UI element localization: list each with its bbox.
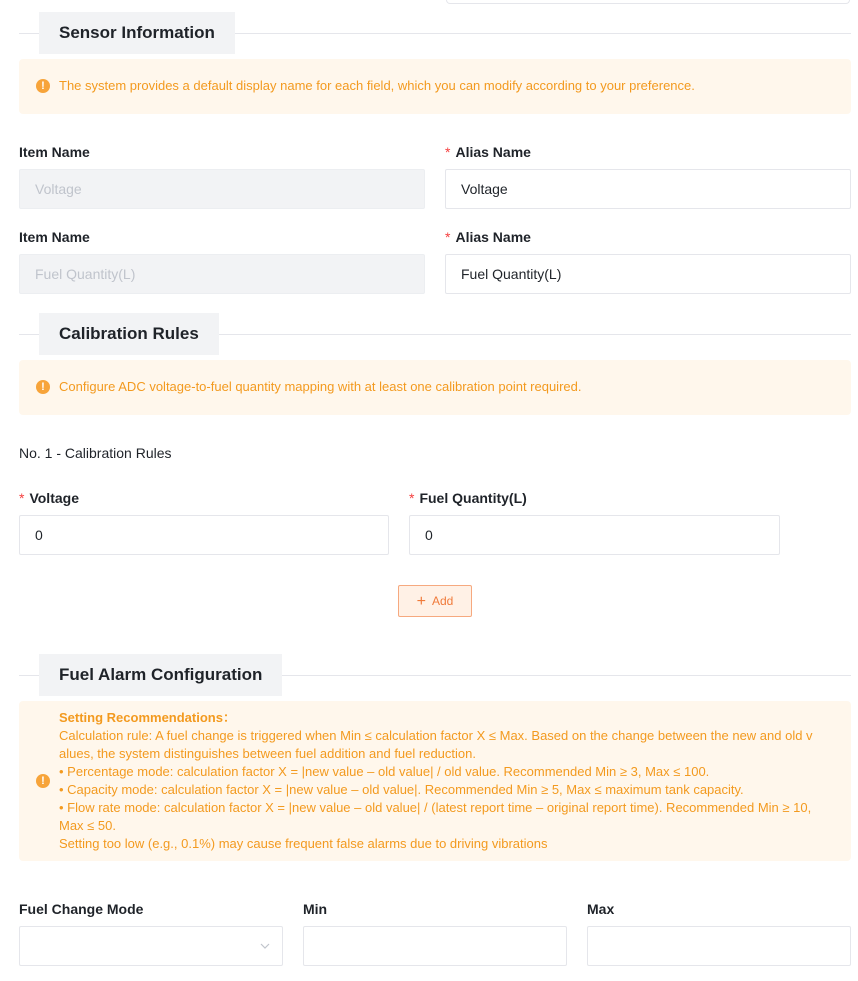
item-name-input: Fuel Quantity(L) bbox=[19, 254, 425, 294]
alias-name-input[interactable]: Voltage bbox=[445, 169, 851, 209]
required-asterisk: * bbox=[445, 229, 451, 245]
section-title: Fuel Alarm Configuration bbox=[39, 654, 282, 696]
fuel-change-mode-select[interactable] bbox=[19, 926, 283, 966]
warning-icon: ! bbox=[36, 774, 50, 788]
recommendation-line: Calculation rule: A fuel change is triggered when Min ≤ calculation factor X ≤ Max. Based on the change between the new and old v bbox=[59, 728, 813, 743]
calibration-rule-heading: No. 1 - Calibration Rules bbox=[19, 445, 172, 461]
fuel-alarm-header bbox=[19, 654, 851, 698]
required-asterisk: * bbox=[409, 490, 415, 506]
chevron-down-icon bbox=[258, 939, 272, 953]
required-asterisk: * bbox=[445, 144, 451, 160]
recommendation-line: • Flow rate mode: calculation factor X = |new value – old value| / (latest report time – original report time). Recommended Min ≥ 10, bbox=[59, 800, 812, 815]
add-calibration-button[interactable]: + Add bbox=[398, 585, 472, 617]
recommendations-title: Setting Recommendations： bbox=[59, 710, 236, 725]
alias-name-label: * Alias Name bbox=[445, 144, 531, 160]
sensor-information-header bbox=[19, 12, 851, 56]
alias-name-label: * Alias Name bbox=[445, 229, 531, 245]
item-name-label: Item Name bbox=[19, 229, 90, 245]
min-label: Min bbox=[303, 901, 328, 917]
alert-text: Configure ADC voltage-to-fuel quantity mapping with at least one calibration point required. bbox=[59, 379, 582, 394]
voltage-input[interactable]: 0 bbox=[19, 515, 389, 555]
recommendation-line: Max ≤ 50. bbox=[59, 818, 116, 833]
calibration-alert bbox=[19, 360, 851, 415]
alias-name-input[interactable]: Fuel Quantity(L) bbox=[445, 254, 851, 294]
recommendations-alert bbox=[19, 701, 851, 861]
warning-icon: ! bbox=[36, 380, 50, 394]
max-input[interactable] bbox=[587, 926, 851, 966]
calibration-rules-header bbox=[19, 313, 851, 357]
warning-icon: ! bbox=[36, 79, 50, 93]
dropdown-panel-fragment bbox=[446, 0, 850, 4]
max-label: Max bbox=[587, 901, 615, 917]
recommendation-line: • Capacity mode: calculation factor X = |new value – old value|. Recommended Min ≥ 5, Max ≤ maximum tank capacity. bbox=[59, 782, 744, 797]
section-title: Sensor Information bbox=[39, 12, 235, 54]
recommendation-line: • Percentage mode: calculation factor X = |new value – old value| / old value. Recommended Min ≥ 3, Max ≤ 100. bbox=[59, 764, 710, 779]
fuel-quantity-input[interactable]: 0 bbox=[409, 515, 780, 555]
item-name-label: Item Name bbox=[19, 144, 90, 160]
sensor-info-alert bbox=[19, 59, 851, 114]
section-title: Calibration Rules bbox=[39, 313, 219, 355]
fuel-change-mode-label: Fuel Change Mode bbox=[19, 901, 144, 917]
alert-text: The system provides a default display name for each field, which you can modify according to your preference. bbox=[59, 78, 695, 93]
min-input[interactable] bbox=[303, 926, 567, 966]
recommendations-text bbox=[59, 709, 833, 853]
item-name-input: Voltage bbox=[19, 169, 425, 209]
plus-icon: + bbox=[416, 593, 426, 610]
recommendation-line: Setting too low (e.g., 0.1%) may cause frequent false alarms due to driving vibrations bbox=[59, 836, 548, 851]
voltage-label: * Voltage bbox=[19, 490, 79, 506]
fuel-quantity-label: * Fuel Quantity(L) bbox=[409, 490, 527, 506]
recommendation-line: alues, the system distinguishes between fuel addition and fuel reduction. bbox=[59, 746, 476, 761]
required-asterisk: * bbox=[19, 490, 25, 506]
